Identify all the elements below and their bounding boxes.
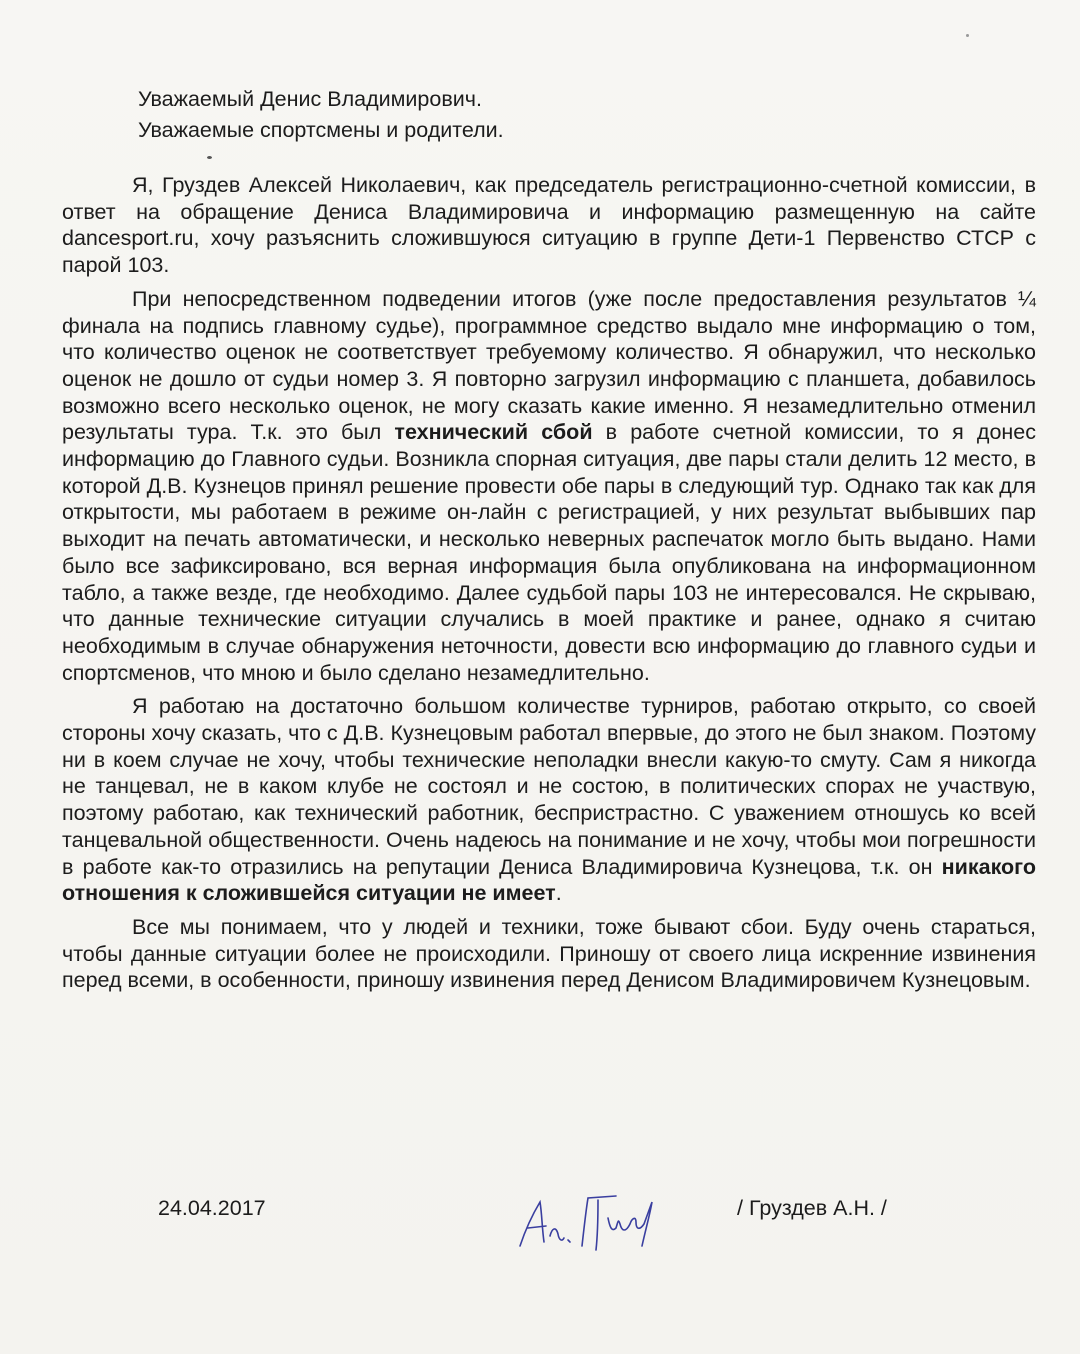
ink-dot <box>966 34 969 37</box>
signature-caption: / Груздев А.Н. / <box>737 1196 887 1220</box>
paragraph-2 <box>62 286 1036 687</box>
paragraph-3-text-b: . <box>555 881 562 906</box>
paragraph-1: Я, Груздев Алексей Николаевич, как председатель регистрационно-счетной комиссии, в ответ на обращение Дениса Владимировича и информацию размещенную на сайте dancesport.ru, хочу разъяснить сложившуюся ситуацию в группе Дети-1 Первенство СТСР с парой 103. <box>62 173 1036 278</box>
paragraph-3-text-a: Я работаю на достаточно большом количестве турниров, работаю открыто, со своей стороны хочу сказать, что с Д.В. Кузнецовым работал впервые, до этого не был знаком. Поэтому ни в коем случае не хочу, чтобы технические неполадки внесли какую-то смуту. Сам я никогда не танцевал, не в каком клубе не состоял и не состою, в политических спорах не участвую, поэтому работаю, как технический работник, беспристрастно. С уважением отношусь ко всей танцевальной общественности. Очень надеюсь на понимание и не хочу, чтобы мои погрешности в работе как-то отразились на репутации Дениса Владимировича Кузнецова, т.к. он <box>62 694 1036 879</box>
paragraph-2-text-b: в работе счетной комиссии, то я донес информацию до Главного судьи. Возникла спорная ситуация, две пары стали делить 12 место, в которой Д.В. Кузнецов принял решение провести обе пары в следующий тур. Однако так как для открытости, мы работаем в режиме он-лайн с регистрацией, у них результат выбывших пар выходит на печать автоматически, и несколько неверных распечаток могло быть выдано. Нами было все зафиксировано, вся верная информация была опубликована на информационном табло, а также везде, где необходимо. Далее судьбой пары 103 не интересовался. Не скрываю, что данные технические ситуации случались в моей практике и ранее, однако я считаю необходимым в случае обнаружения неточности, довести всю информацию до главного судьи и спортсменов, что мною и было сделано незамедлительно. <box>62 420 1036 685</box>
paragraph-2-text-a: При непосредственном подведении итогов (уже после предоставления результатов ¼ финала на подпись главному судье), программное средство выдало мне информацию о том, что количество оценок не соответствует требуемому количество. Я обнаружил, что несколько оценок не дошло от судьи номер 3. Я повторно загрузил информацию с планшета, добавилось возможно всего несколько оценок, не могу сказать какие именно. Я незамедлительно отменил результаты тура. Т.к. это был <box>62 286 1036 445</box>
paragraph-3-bold: никакого отношения к сложившейся ситуации не имеет <box>62 854 1036 906</box>
greeting-line-1: Уважаемый Денис Владимирович. <box>138 87 482 111</box>
paragraph-4: Все мы понимаем, что у людей и техники, тоже бывают сбои. Буду очень стараться, чтобы данные ситуации более не происходили. Приношу от своего лица искренние извинения перед всеми, в особенности, приношу извинения перед Денисом Владимировичем Кузнецовым. <box>62 914 1036 993</box>
paragraph-2-bold: технический сбой <box>394 420 593 445</box>
letter-date: 24.04.2017 <box>158 1196 266 1220</box>
letter-body <box>62 172 1036 1001</box>
greeting-block <box>138 84 504 146</box>
ink-dot <box>207 156 212 159</box>
paragraph-3 <box>62 693 1036 907</box>
signature-row <box>0 1196 1080 1276</box>
greeting-line-2: Уважаемые спортсмены и родители. <box>138 118 504 142</box>
handwritten-signature <box>512 1188 672 1260</box>
